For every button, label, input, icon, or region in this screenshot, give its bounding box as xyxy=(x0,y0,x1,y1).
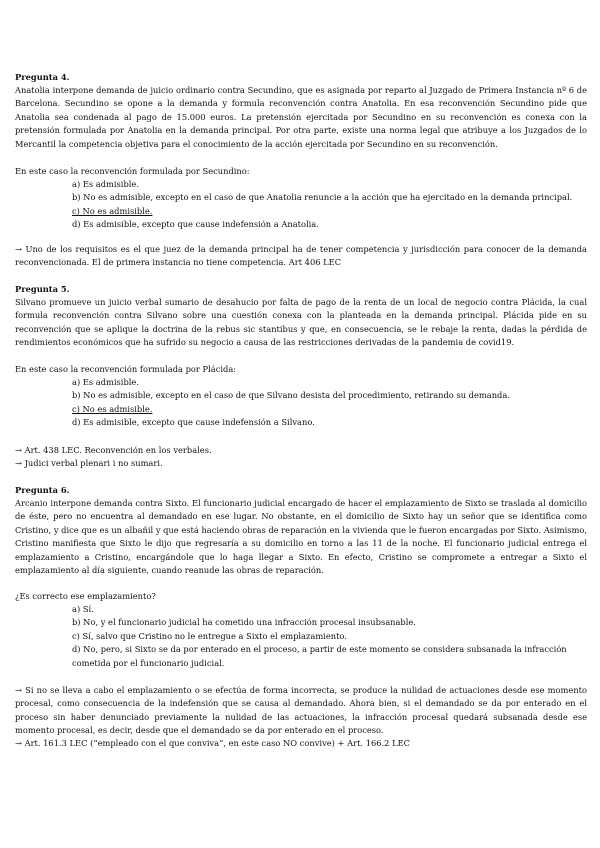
q6-heading: Pregunta 6. xyxy=(15,485,70,495)
q6-option-d: d) No, pero, si Sixto se da por enterado en el proceso, a partir de este momento se considera subsanada la infracción cometida por el funcionario judicial. xyxy=(72,644,567,668)
q6-option-c: c) Sí, salvo que Cristino no le entregue a Sixto el emplazamiento. xyxy=(72,630,347,641)
q6-answer-1: → Si no se lleva a cabo el emplazamiento o se efectúa de forma incorrecta, se produce la nulidad de actuaciones desde ese momento procesal, como consecuencia de la indefensión que se causa al demandado. Ahora bien, si el demandado se da por enterado en el proceso sin haber denunciado previamente la nulidad de las actuaciones, la infracción procesal quedará subsanada desde ese momento procesal, es decir, desde que el demandado se da por enterado en el proceso. xyxy=(15,685,587,736)
q5-option-d: d) Es admisible, excepto que cause indefensión a Silvano. xyxy=(72,417,315,428)
q4-option-c-correct: c) No es admisible. xyxy=(72,205,153,216)
q5-options xyxy=(72,376,587,430)
q5-heading: Pregunta 5. xyxy=(15,284,70,294)
q4-option-a: a) Es admisible. xyxy=(72,179,139,189)
q6-option-a: a) Sí. xyxy=(72,604,94,614)
q6-answer-2: → Art. 161.3 LEC (“empleado con el que conviva”, en este caso NO convive) + Art. 166.2 LEC xyxy=(15,738,411,748)
q4-options xyxy=(72,178,587,232)
q4-body: Anatolia interpone demanda de juicio ordinario contra Secundino, que es asignada por reparto al Juzgado de Primera Instancia nº 6 de Barcelona. Secundino se opone a la demanda y formula reconvención contra Anatolia. En esa reconvención Secundino pide que Anatolia sea condenada al pago de 15.000 euros. La pretensión ejercitada por Secundino en su reconvención es conexa con la pretensión formulada por Anatolia en la demanda principal. Por otra parte, existe una norma legal que atribuye a los Juzgados de lo Mercantil la competencia objetiva para el conocimiento de la acción ejercitada por Secundino en su reconvención. xyxy=(15,85,587,149)
q6-option-b: b) No, y el funcionario judicial ha cometido una infracción procesal insubsanable. xyxy=(72,617,416,628)
q4-option-b: b) No es admisible, excepto en el caso de que Anatolia renuncie a la acción que ha ejercitado en la demanda principal. xyxy=(72,192,573,203)
q5-option-a: a) Es admisible. xyxy=(72,377,139,387)
q5-option-b: b) No es admisible, excepto en el caso de que Silvano desista del procedimiento, retirando su demanda. xyxy=(72,390,510,401)
q5-question: En este caso la reconvención formulada por Plácida: xyxy=(15,364,237,374)
q6-question: ¿Es correcto ese emplazamiento? xyxy=(15,591,156,601)
q6-options xyxy=(72,603,587,670)
q4-question: En este caso la reconvención formulada por Secundino: xyxy=(15,166,250,176)
q4-option-d: d) Es admisible, excepto que cause indefensión a Anatolia. xyxy=(72,219,319,230)
q6-body: Arcanio interpone demanda contra Sixto. El funcionario judicial encargado de hacer el emplazamiento de Sixto se traslada al domicilio de éste, pero no encuentra al demandado en ese lugar. No obstante, en el domicilio de Sixto hay un señor que se identifica como Cristino, y dice que es un albañil y que está haciendo obras de reparación en la vivienda que le fueron encargadas por Sixto. Asimismo, Cristino manifiesta que Sixto le dijo que regresaría a su domicilio en torno a las 11 de la noche. El funcionario judicial entrega el emplazamiento a Cristino, encargándole que lo haga llegar a Sixto. En efecto, Cristino se compromete a entregar a Sixto el emplazamiento al día siguiente, cuando reanude las obras de reparación. xyxy=(15,498,587,576)
q4-answer: → Uno de los requisitos es el que juez de la demanda principal ha de tener competencia y jurisdicción para conocer de la demanda reconvencionada. El de primera instancia no tiene competencia. Art 406 LEC xyxy=(15,244,587,268)
q5-option-c-correct: c) No es admisible. xyxy=(72,403,153,414)
q4-heading: Pregunta 4. xyxy=(15,72,70,82)
q5-body: Silvano promueve un juicio verbal sumario de desahucio por falta de pago de la renta de un local de negocio contra Plácida, la cual formula reconvención contra Silvano sobre una cuestión conexa con la planteada en la demanda principal. Plácida pide en su reconvención que se aplique la doctrina de la rebus sic stantibus y que, en consecuencia, se le rebaje la renta, dadas la pérdida de rendimientos económicos que ha sufrido su negocio a causa de las restricciones derivadas de la pandemia de covid19. xyxy=(15,297,587,348)
q5-answer-1: → Art. 438 LEC. Reconvención en los verbales. xyxy=(15,445,212,455)
q5-answer-2: → Judici verbal plenari i no sumari. xyxy=(15,458,163,468)
